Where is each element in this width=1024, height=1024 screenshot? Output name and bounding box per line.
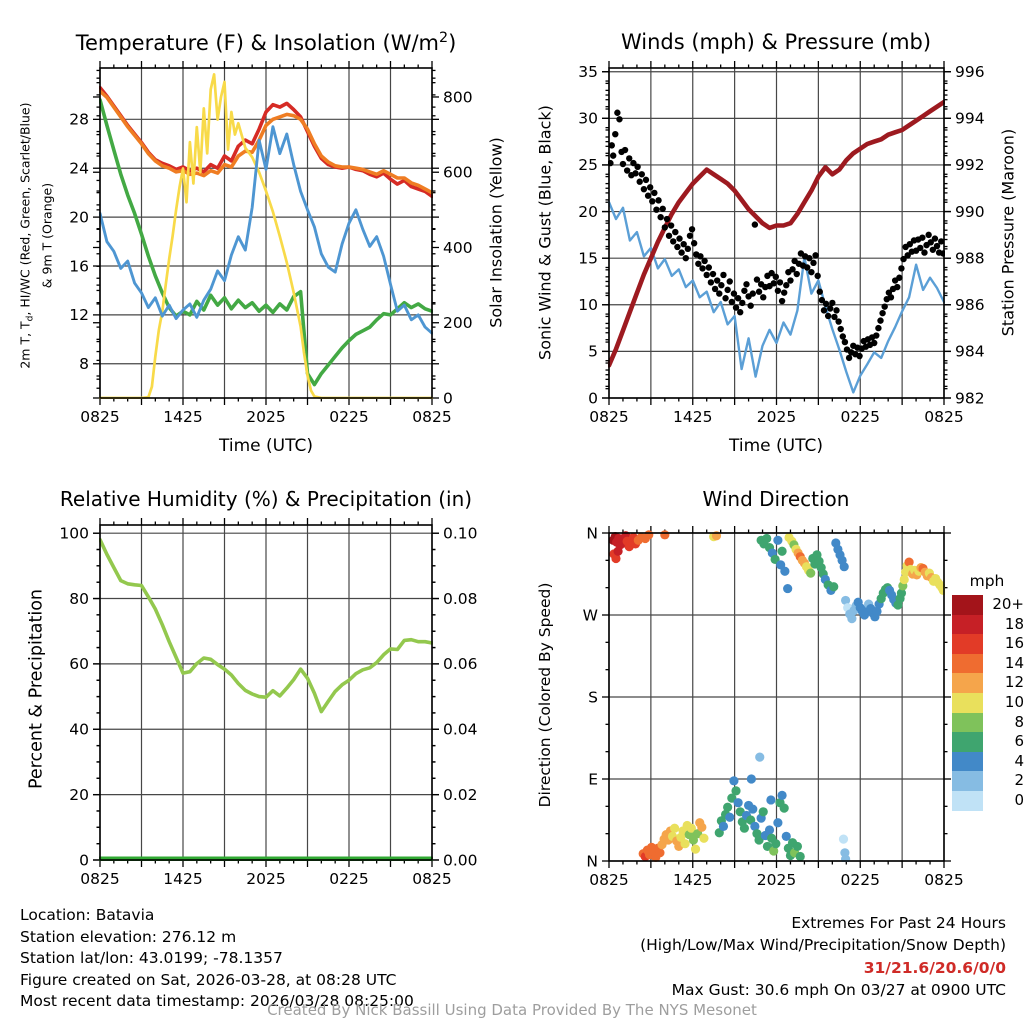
y-tick-label-left: 10	[578, 296, 598, 315]
y-tick-label-right: 994	[955, 109, 985, 128]
legend-label-6: 6	[1014, 732, 1024, 751]
x-tick-label: 2025	[246, 870, 286, 888]
gridlines	[100, 525, 432, 860]
legend-swatch-14	[952, 654, 983, 674]
legend-swatch-16	[952, 634, 983, 654]
legend-label-0: 0	[1014, 791, 1024, 809]
title-text: Temperature (F) & Insolation (W/m	[75, 30, 439, 55]
legend-label-20+: 20+	[992, 595, 1024, 613]
chart-dir	[583, 524, 964, 889]
y-tick-label-right: 0.06	[443, 655, 478, 674]
y-tick-label-left: 35	[578, 63, 598, 82]
y-tick-label-right: 200	[443, 314, 473, 333]
gridlines	[609, 533, 944, 861]
y-tick-label-left: N	[586, 852, 598, 871]
legend-label-10: 10	[1004, 693, 1024, 711]
chart-title-winds: Winds (mph) & Pressure (mb)	[620, 30, 932, 54]
legend-label-8: 8	[1014, 712, 1024, 731]
legend-swatch-4	[952, 752, 983, 772]
y-tick-label-left: E	[588, 770, 598, 789]
legend-swatch-2	[952, 771, 983, 791]
y-tick-label-left: 24	[69, 159, 89, 178]
ylabel-wind-left: Sonic Wind & Gust (Blue, Black)	[535, 105, 555, 360]
y-tick-label-right: 800	[443, 88, 473, 107]
y-tick-label-left: 20	[69, 208, 89, 227]
ylabel-subscript: d	[25, 315, 36, 322]
y-tick-label-right: 988	[955, 249, 985, 268]
extremes-subtitle: (High/Low/Max Wind/Precipitation/Snow Depth)	[640, 936, 1006, 955]
y-tick-label-right: 984	[955, 342, 985, 361]
y-tick-label-right: 986	[955, 296, 985, 315]
y-tick-label-right: 400	[443, 238, 473, 257]
elevation-line: Station elevation: 276.12 m	[20, 927, 237, 946]
y-tick-label-right: 0	[443, 389, 453, 408]
chart-temp	[69, 61, 472, 426]
legend-label-16: 16	[1004, 634, 1024, 653]
chart-title-wind-direction: Wind Direction	[702, 487, 850, 511]
x-tick-label: 1425	[673, 871, 713, 889]
x-tick-label: 0825	[412, 408, 452, 426]
y-tick-label-left: 8	[79, 355, 89, 374]
ylabel-direction-left: Direction (Colored By Speed)	[536, 582, 554, 808]
ylabel-pressure-right: Station Pressure (Maroon)	[998, 128, 1018, 337]
y-tick-label-left: N	[586, 524, 598, 543]
legend-swatch-18	[952, 615, 983, 635]
chart-rh	[59, 518, 477, 888]
x-tick-label: 2025	[246, 408, 286, 426]
ylabel-temperature-left	[17, 71, 54, 401]
ylabel-insolation-right: Solar Insolation (Yellow)	[486, 137, 506, 328]
y-tick-label-right: 0.04	[443, 720, 478, 739]
gridlines	[100, 68, 432, 398]
max-gust-line: Max Gust: 30.6 mph On 03/27 at 0900 UTC	[671, 980, 1006, 999]
x-tick-label: 0825	[80, 870, 120, 888]
x-tick-label: 1425	[163, 408, 203, 426]
y-tick-label-left: 40	[69, 720, 89, 739]
xlabel-time-utc-right: Time (UTC)	[729, 436, 823, 456]
legend-swatch-0	[952, 791, 983, 811]
extremes-values: 31/21.6/20.6/0/0	[863, 958, 1006, 977]
y-tick-label-right: 996	[955, 63, 985, 82]
y-tick-label-right: 0.00	[443, 851, 478, 870]
legend-swatch-20+	[952, 595, 983, 615]
credit-line: Created By Nick Bassill Using Data Provided By The NYS Mesonet	[267, 1001, 757, 1019]
chart-title-temperature	[16, 30, 516, 55]
y-tick-label-left: S	[588, 688, 598, 707]
ylabel-text: , HI/WC (Red, Green, Scarlet/Blue)	[17, 102, 33, 316]
gridlines	[609, 68, 944, 398]
legend-label-12: 12	[1004, 673, 1024, 692]
chart-title-humidity: Relative Humidity (%) & Precipitation (in)	[59, 487, 473, 511]
legend-label-4: 4	[1014, 751, 1024, 770]
y-tick-label-left: 20	[69, 785, 89, 804]
y-tick-label-left: 28	[69, 110, 89, 129]
title-text: )	[448, 30, 457, 55]
latlon-line: Station lat/lon: 43.0199; -78.1357	[20, 949, 283, 968]
ylabel-text: 2m T, T	[17, 321, 33, 369]
legend-title: mph	[969, 572, 1005, 590]
x-tick-label: 0825	[589, 408, 629, 426]
y-tick-label-right: 0.08	[443, 589, 478, 608]
xlabel-time-utc-left: Time (UTC)	[219, 436, 313, 456]
y-tick-label-left: 25	[578, 156, 598, 175]
legend-label-2: 2	[1014, 771, 1024, 790]
legend-label-18: 18	[1004, 614, 1024, 633]
y-tick-label-right: 0.02	[443, 785, 478, 804]
y-tick-label-left: 80	[69, 589, 89, 608]
ylabel-text: & 9m T (Orange)	[39, 182, 55, 289]
x-tick-label: 0825	[80, 408, 120, 426]
y-tick-label-left: 60	[69, 655, 89, 674]
y-tick-label-left: 100	[59, 524, 89, 543]
chart-wind	[578, 61, 984, 426]
legend-swatch-8	[952, 713, 983, 733]
timestamp-line: Most recent data timestamp: 2026/03/28 08:25:00	[20, 992, 414, 1011]
y-tick-label-left: 16	[69, 257, 89, 276]
created-line: Figure created on Sat, 2026-03-28, at 08:28 UTC	[20, 970, 397, 989]
legend-swatch-6	[952, 732, 983, 752]
x-tick-label: 0225	[840, 871, 880, 889]
wind-speed-legend	[952, 572, 1024, 834]
x-tick-label: 0825	[412, 870, 452, 888]
y-tick-label-right: 990	[955, 202, 985, 221]
legend-swatch-12	[952, 673, 983, 693]
y-tick-label-left: 0	[588, 389, 598, 408]
y-tick-label-left: 30	[578, 109, 598, 128]
x-tick-label: 0825	[589, 871, 629, 889]
ylabel-percent-precip-left: Percent & Precipitation	[26, 589, 47, 790]
legend-swatch-10	[952, 693, 983, 713]
y-tick-label-left: 15	[578, 249, 598, 268]
x-tick-label: 0825	[924, 408, 964, 426]
y-tick-label-right: 982	[955, 389, 985, 408]
y-tick-label-left: 12	[69, 306, 89, 325]
x-tick-label: 0225	[329, 870, 369, 888]
y-tick-label-left: W	[582, 606, 598, 625]
x-tick-label: 0225	[329, 408, 369, 426]
x-tick-label: 2025	[756, 871, 797, 889]
x-tick-label: 0825	[924, 871, 964, 889]
extremes-title: Extremes For Past 24 Hours	[791, 914, 1006, 932]
y-tick-label-right: 992	[955, 156, 985, 175]
x-tick-label: 1425	[163, 870, 203, 888]
y-tick-label-right: 600	[443, 163, 473, 182]
x-tick-label: 0225	[840, 408, 880, 426]
tick-labels	[59, 524, 477, 888]
location-line: Location: Batavia	[20, 906, 155, 924]
y-tick-label-left: 20	[578, 202, 598, 221]
y-tick-label-left: 5	[588, 342, 598, 361]
legend-label-14: 14	[1004, 653, 1024, 672]
station-info	[20, 905, 414, 1013]
x-tick-label: 2025	[756, 408, 797, 426]
y-tick-label-left: 0	[79, 851, 89, 870]
extremes-info	[640, 912, 1006, 1001]
x-tick-label: 1425	[673, 408, 713, 426]
title-superscript: 2	[439, 30, 449, 46]
y-tick-label-right: 0.10	[443, 524, 478, 543]
